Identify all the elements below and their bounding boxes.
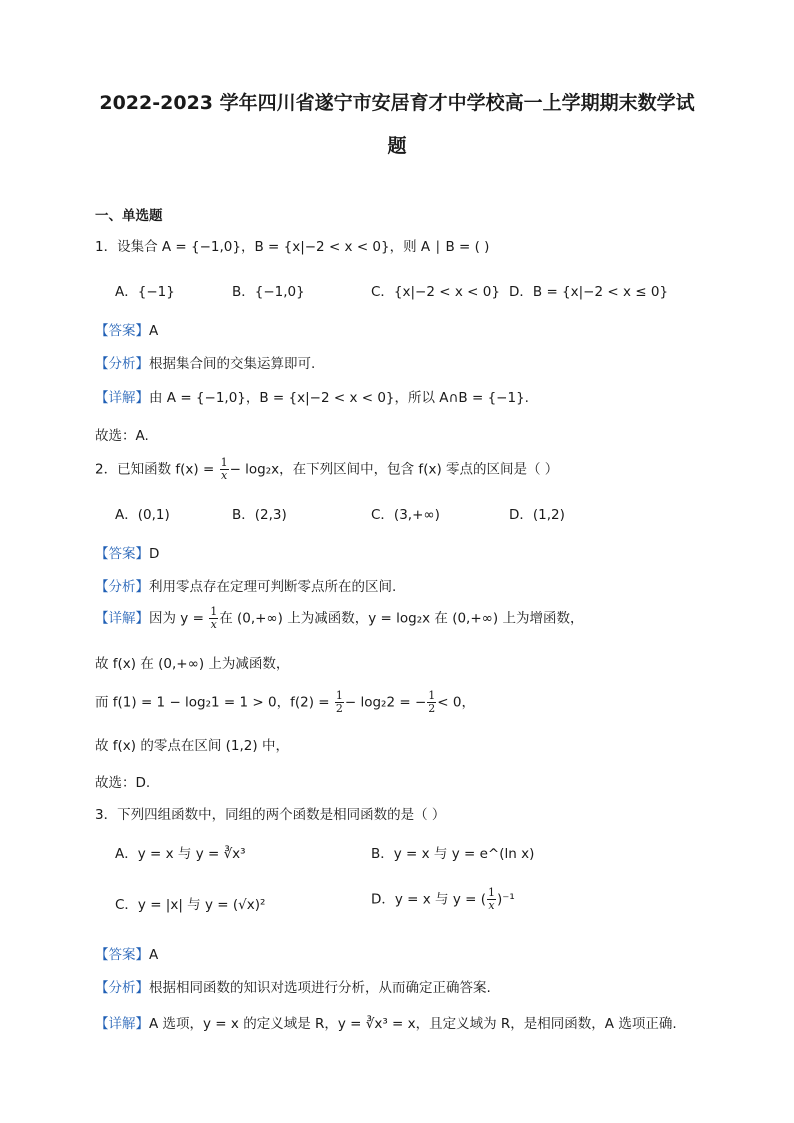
section-heading: 一、单选题 [95,208,163,224]
q3-optD-den: x [488,899,495,912]
q2-analysis-row [95,575,396,595]
q2-detail3-fraction2 [427,690,436,715]
q2-detail3-den2: 2 [428,702,436,715]
q2-detail1-pre: 因为 y = [149,610,209,627]
q1-answer-row [95,319,158,339]
q2-stem-post: − log₂x，在下列区间中，包含 f(x) 零点的区间是（ ） [229,461,559,478]
q2-stem-fraction [220,457,229,482]
q3-detail-row [95,1012,677,1032]
document-title-line2: 题 [387,135,407,157]
q2-detail4: 故 f(x) 的零点在区间 (1,2) 中， [95,738,289,754]
answer-tag: 【答案】 [95,546,149,562]
detail-tag: 【详解】 [95,610,149,627]
answer-tag: 【答案】 [95,947,149,963]
q3-optD-post: )⁻¹ [497,891,515,908]
q2-option-b: B．(2,3) [232,507,287,523]
analysis-tag: 【分析】 [95,980,149,996]
q2-answer: D [149,546,160,562]
q3-option-b: B．y = x 与 y = e^(ln x) [371,846,535,862]
answer-tag: 【答案】 [95,323,149,339]
q2-option-a: A．(0,1) [115,507,170,523]
q2-detail1-post: 在 (0,+∞) 上为减函数，y = log₂x 在 (0,+∞) 上为增函数， [219,610,584,627]
q3-analysis: 根据相同函数的知识对选项进行分析，从而确定正确答案. [149,980,491,996]
q3-option-c: C．y = |x| 与 y = (√x)² [115,897,266,913]
q1-choose: 故选：A. [95,428,149,444]
q1-detail: 由 A = {−1,0}，B = {x|−2 < x < 0}，所以 A∩B = {−1}. [149,390,529,406]
q2-option-d: D．(1,2) [509,507,565,523]
q1-detail-row [95,386,529,406]
q1-analysis: 根据集合间的交集运算即可. [149,356,316,372]
q1-option-a: A．{−1} [115,284,175,300]
document-title-line1: 2022-2023 学年四川省遂宁市安居育才中学校高一上学期期末数学试 [99,92,695,114]
q2-detail-row1 [95,606,583,631]
q3-stem: 3．下列四组函数中，同组的两个函数是相同函数的是（ ） [95,807,446,823]
q2-detail2: 故 f(x) 在 (0,+∞) 上为减函数， [95,656,290,672]
q2-detail1-den: x [210,618,217,631]
analysis-tag: 【分析】 [95,356,149,372]
detail-tag: 【详解】 [95,1016,149,1032]
q2-detail-row3 [95,690,475,715]
q2-detail3-num2: 1 [428,689,436,702]
q1-stem: 1．设集合 A = {−1,0}，B = {x|−2 < x < 0}，则 A ∣ B = ( ) [95,239,490,255]
q2-detail1-num: 1 [210,605,218,618]
q3-option-a: A．y = x 与 y = ∛x³ [115,846,246,862]
q3-optD-pre: D．y = x 与 y = ( [371,891,487,908]
q3-optD-num: 1 [488,886,496,899]
q2-detail3-post: < 0， [437,694,475,711]
q2-detail3-pre: 而 f(1) = 1 − log₂1 = 1 > 0，f(2) = [95,694,334,711]
q2-stem-pre: 2．已知函数 f(x) = [95,461,219,478]
q3-answer: A [149,947,159,963]
q2-stem-den: x [220,469,228,482]
q2-detail3-num1: 1 [335,689,343,702]
q1-answer: A [149,323,159,339]
q2-stem [95,457,558,482]
q2-stem-num: 1 [220,456,228,469]
q3-detail: A 选项，y = x 的定义域是 R，y = ∛x³ = x，且定义域为 R，是相同函数，A 选项正确. [149,1016,677,1032]
q2-analysis: 利用零点存在定理可判断零点所在的区间. [149,579,397,595]
analysis-tag: 【分析】 [95,579,149,595]
q3-optD-fraction [487,887,496,912]
detail-tag: 【详解】 [95,390,149,406]
q2-choose: 故选：D. [95,775,151,791]
q1-analysis-row [95,352,315,372]
q1-option-c: C．{x|−2 < x < 0} [371,284,500,300]
q2-detail3-den1: 2 [335,702,343,715]
q2-option-c: C．(3,+∞) [371,507,440,523]
q3-option-d [371,887,515,912]
q3-answer-row [95,943,158,963]
q3-analysis-row [95,976,491,996]
q1-option-d: D．B = {x|−2 < x ≤ 0} [509,284,669,300]
q2-answer-row [95,542,159,562]
q1-option-b: B．{−1,0} [232,284,305,300]
q2-detail1-fraction [209,606,218,631]
q2-detail3-mid: − log₂2 = − [344,694,427,711]
q2-detail3-fraction1 [335,690,344,715]
